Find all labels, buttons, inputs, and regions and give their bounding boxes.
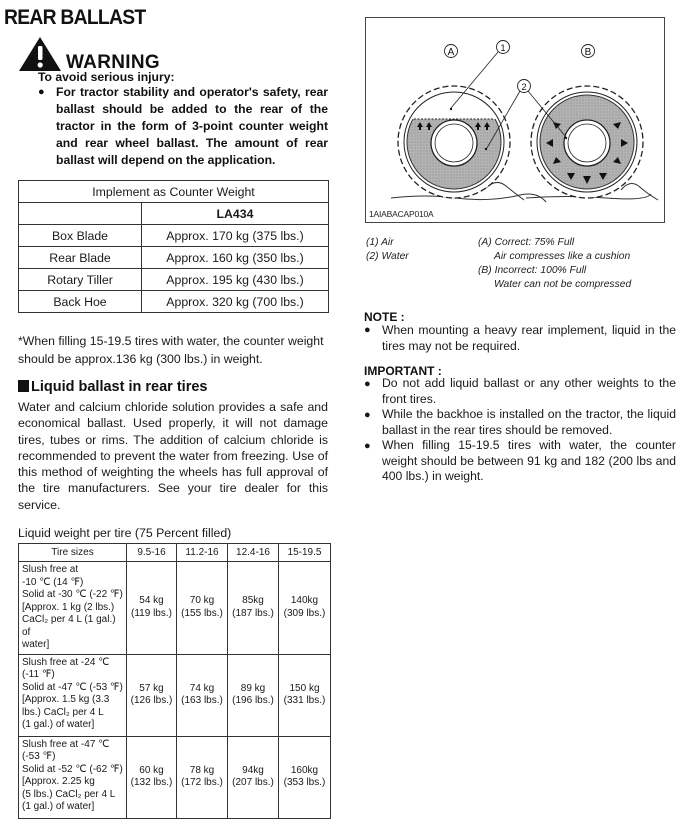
value-cell: 70 kg (155 lbs.) xyxy=(177,562,228,655)
table-header-empty xyxy=(19,203,142,225)
note-label: NOTE : xyxy=(364,310,405,324)
value-cell: 160kg (353 lbs.) xyxy=(279,736,331,818)
legend-item-water: (2) Water xyxy=(366,251,409,262)
important-bullet: ● Do not add liquid ballast or any other weights to the front tires. xyxy=(364,376,676,406)
tire-b-icon xyxy=(531,86,643,198)
table-title: Implement as Counter Weight xyxy=(19,181,329,203)
callout-b: B xyxy=(584,47,592,58)
value-cell: 54 kg (119 lbs.) xyxy=(127,562,177,655)
table-row: Rotary Tiller Approx. 195 kg (430 lbs.) xyxy=(19,269,329,291)
legend-a-title: (A) Correct: 75% Full xyxy=(478,237,575,248)
warning-label: WARNING xyxy=(66,52,160,73)
counter-weight-table xyxy=(18,180,329,313)
page-title: REAR BALLAST xyxy=(4,6,146,29)
value-cell: 85kg (187 lbs.) xyxy=(228,562,279,655)
table-header-model: LA434 xyxy=(142,203,329,225)
value-cell: 140kg (309 lbs.) xyxy=(279,562,331,655)
important-bullet-list xyxy=(364,376,676,485)
warning-bullet: ● For tractor stability and operator's safety, rear ballast should be added to the rear of the tractor in the form of 3-point counter weight and rear wheel ballast. The amount of rear ballast will depend on the application. xyxy=(38,85,328,167)
tire-diagram-illustration xyxy=(366,18,664,222)
value-cell: 89 kg (196 lbs.) xyxy=(228,654,279,736)
value-cell: 78 kg (172 lbs.) xyxy=(177,736,228,818)
tire-ballast-figure xyxy=(365,17,665,223)
warning-triangle-icon xyxy=(18,36,62,72)
bullet-icon: ● xyxy=(364,324,371,336)
value-cell: 94kg (207 lbs.) xyxy=(228,736,279,818)
important-label: IMPORTANT : xyxy=(364,364,442,378)
important-bullet: ● While the backhoe is installed on the tractor, the liquid ballast in the rear tires should be removed. xyxy=(364,407,676,437)
note-bullet: ● When mounting a heavy rear implement, liquid in the tires may not be required. xyxy=(364,323,676,353)
table-row: Box Blade Approx. 170 kg (375 lbs.) xyxy=(19,225,329,247)
value-cell: 57 kg (126 lbs.) xyxy=(127,654,177,736)
important-bullet: ● When filling 15-19.5 tires with water, the counter weight should be between 91 kg and 182 (200 lbs and 400 lbs.) in weight. xyxy=(364,438,676,483)
bullet-icon: ● xyxy=(364,378,371,390)
liquid-weight-table xyxy=(18,543,331,819)
figure-legend xyxy=(366,236,676,296)
bullet-icon: ● xyxy=(364,409,371,421)
legend-b-desc: Water can not be compressed xyxy=(494,279,632,290)
table-row: Back Hoe Approx. 320 kg (700 lbs.) xyxy=(19,291,329,313)
value-cell: 150 kg (331 lbs.) xyxy=(279,654,331,736)
table-header-row: Tire sizes 9.5-16 11.2-16 12.4-16 15-19.5 xyxy=(19,544,331,562)
legend-item-air: (1) Air xyxy=(366,237,394,248)
callout-1: 1 xyxy=(500,43,506,53)
warning-bullet-list xyxy=(38,84,328,169)
table-row xyxy=(19,654,331,736)
table-row: Rear Blade Approx. 160 kg (350 lbs.) xyxy=(19,247,329,269)
table-row xyxy=(19,562,331,655)
square-bullet-icon xyxy=(18,380,29,392)
condition-cell: Slush free at -10 ℃ (14 ℉) Solid at -30 ℃ (-22 ℉) [Approx. 1 kg (2 lbs.) CaCl₂ per 4 L (1 gal.) of water] xyxy=(19,562,127,655)
warning-header xyxy=(18,36,168,74)
value-cell: 74 kg (163 lbs.) xyxy=(177,654,228,736)
bullet-icon: ● xyxy=(38,86,45,98)
callout-2: 2 xyxy=(521,82,527,92)
table-caption: Liquid weight per tire (75 Percent filled) xyxy=(18,526,232,540)
section-heading: Liquid ballast in rear tires xyxy=(18,379,207,395)
legend-a-desc: Air compresses like a cushion xyxy=(494,251,631,262)
condition-cell: Slush free at -24 ℃ (-11 ℉) Solid at -47 ℃ (-53 ℉) [Approx. 1.5 kg (3.3 lbs.) CaCl₂ per 4 L (1 gal.) of water] xyxy=(19,654,127,736)
note-bullet-list xyxy=(364,322,676,354)
figure-code: 1AIABACAP010A xyxy=(369,209,434,219)
section-body: Water and calcium chloride solution provides a safe and economical ballast. Used properly, it will not damage tires, tubes or rims. The addition of calcium chloride is recommended to prevent the water from freezing. Use of this method of weighting the wheels has full approval of the tire manufacturers. See your tire dealer for this service. xyxy=(18,400,328,512)
counter-weight-footnote: *When filling 15-19.5 tires with water, the counter weight should be approx.136 kg (300 lbs.) in weight. xyxy=(18,334,324,366)
table-row xyxy=(19,736,331,818)
condition-cell: Slush free at -47 ℃ (-53 ℉) Solid at -52 ℃ (-62 ℉) [Approx. 2.25 kg (5 lbs.) CaCl₂ per 4 L (1 gal.) of water] xyxy=(19,736,127,818)
warning-subtitle: To avoid serious injury: xyxy=(38,70,175,84)
callout-a: A xyxy=(447,47,455,58)
legend-b-title: (B) Incorrect: 100% Full xyxy=(478,265,587,276)
tire-a-icon xyxy=(398,86,510,198)
value-cell: 60 kg (132 lbs.) xyxy=(127,736,177,818)
bullet-icon: ● xyxy=(364,440,371,452)
